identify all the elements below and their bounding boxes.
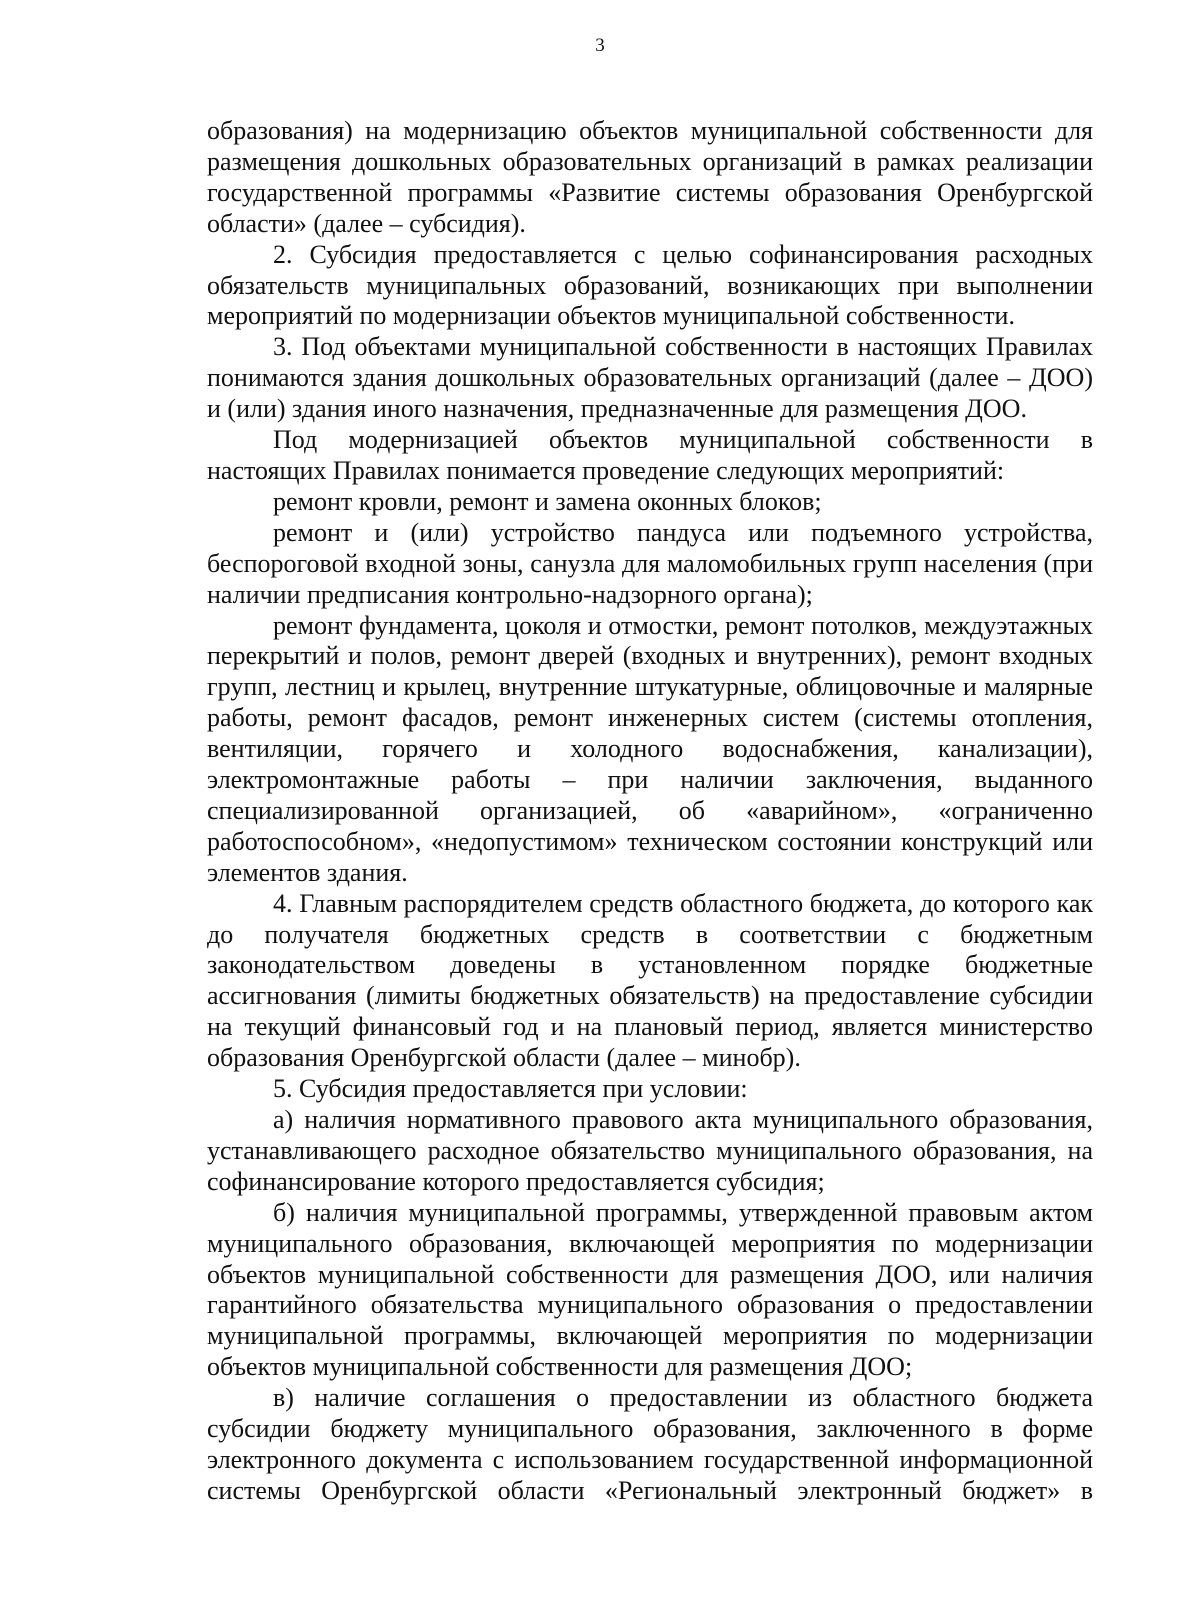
paragraph-3-objects: 3. Под объектами муниципальной собственности в настоящих Правилах понимаются здания дошкольных образовательных организаций (далее – ДОО) и (или) здания иного назначения, предназначенные для размещения ДОО. <box>207 332 1093 424</box>
paragraph-subsidy-definition: образования) на модернизацию объектов муниципальной собственности для размещения дошкольных образовательных организаций в рамках реализации государственной программы «Развитие системы образования Оренбургской области» (далее – субсидия). <box>207 116 1093 238</box>
page-number: 3 <box>595 35 605 56</box>
paragraph-4-main-administrator: 4. Главным распорядителем средств областного бюджета, до которого как до получателя бюджетных средств в соответствии с бюджетным законодательством доведены в установленном порядке бюджетные ассигнования (лимиты бюджетных обязательств) на предоставление субсидии на текущий финансовый год и на плановый период, является министерство образования Оренбургской области (далее – минобр). <box>207 888 1093 1073</box>
list-item-ramp-installation: ремонт и (или) устройство пандуса или подъемного устройства, беспороговой входной зоны, санузла для маломобильных групп населения (при наличии предписания контрольно-надзорного органа); <box>207 517 1093 609</box>
condition-b-municipal-program: б) наличия муниципальной программы, утвержденной правовым актом муниципального образования, включающей мероприятия по модернизации объектов муниципальной собственности для размещения ДОО, или наличия гарантийного обязательства муниципального образования о предоставлении муниципальной программы, включающей мероприятия по модернизации объектов муниципальной собственности для размещения ДОО; <box>207 1197 1093 1382</box>
list-item-foundation-repair: ремонт фундамента, цоколя и отмостки, ремонт потолков, междуэтажных перекрытий и полов, ремонт дверей (входных и внутренних), ремонт входных групп, лестниц и крылец, внутренние штукатурные, облицовочные и малярные работы, ремонт фасадов, ремонт инженерных систем (системы отопления, вентиляции, горячего и холодного водоснабжения, канализации), электромонтажные работы – при наличии заключения, выданного специализированной организацией, об «аварийном», «ограниченно работоспособном», «недопустимом» техническом состоянии конструкций или элементов здания. <box>207 610 1093 887</box>
document-body <box>207 116 1093 1507</box>
condition-c-agreement: в) наличие соглашения о предоставлении из областного бюджета субсидии бюджету муниципального образования, заключенного в форме электронного документа с использованием государственной информационной системы Оренбургской области «Региональный электронный бюджет» в <box>207 1383 1093 1505</box>
paragraph-2-purpose: 2. Субсидия предоставляется с целью софинансирования расходных обязательств муниципальных образований, возникающих при выполнении мероприятий по модернизации объектов муниципальной собственности. <box>207 239 1093 331</box>
paragraph-5-conditions: 5. Субсидия предоставляется при условии: <box>273 1074 748 1104</box>
condition-a-legal-act: а) наличия нормативного правового акта муниципального образования, устанавливающего расходное обязательство муниципального образования, на софинансирование которого предоставляется субсидия; <box>207 1105 1093 1196</box>
list-item-roof-repair: ремонт кровли, ремонт и замена оконных блоков; <box>273 486 822 516</box>
paragraph-modernization-definition: Под модернизацией объектов муниципальной собственности в настоящих Правилах понимается проведение следующих мероприятий: <box>207 425 1093 485</box>
